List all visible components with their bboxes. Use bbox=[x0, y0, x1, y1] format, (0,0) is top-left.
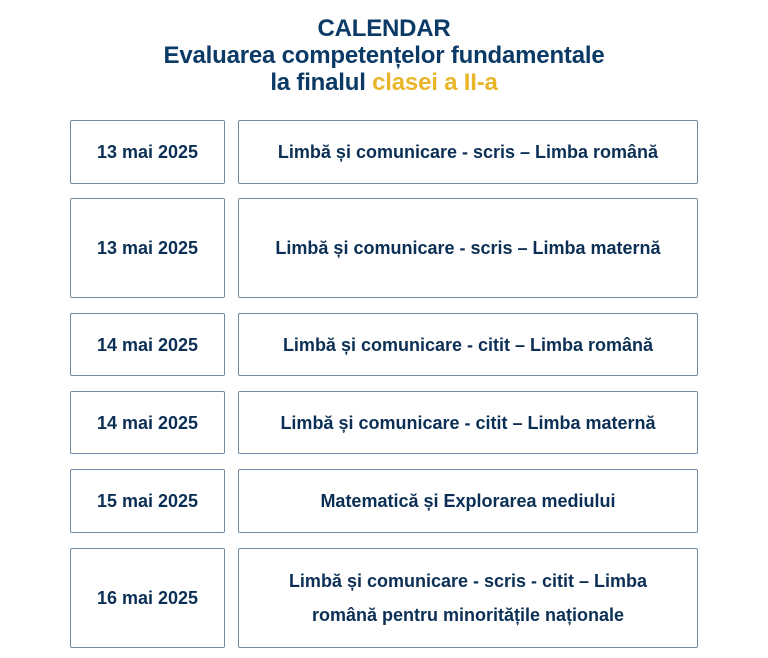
date-cell: 14 mai 2025 bbox=[70, 391, 225, 454]
date-cell: 13 mai 2025 bbox=[70, 198, 225, 298]
calendar-row bbox=[70, 120, 698, 184]
date-cell: 16 mai 2025 bbox=[70, 548, 225, 648]
calendar-title: CALENDAR bbox=[317, 15, 451, 42]
subject-cell: Limbă și comunicare - scris – Limba română bbox=[238, 120, 698, 184]
subtitle-accent: clasei a II-a bbox=[372, 69, 498, 96]
calendar-row bbox=[70, 469, 698, 533]
subject-cell: Limbă și comunicare - citit – Limba română bbox=[238, 313, 698, 376]
calendar-row bbox=[70, 391, 698, 454]
date-cell: 15 mai 2025 bbox=[70, 469, 225, 533]
subtitle-prefix: la finalul bbox=[270, 69, 373, 96]
calendar-row bbox=[70, 548, 698, 648]
calendar-subtitle: Evaluarea competențelor fundamentale bbox=[163, 42, 605, 69]
date-cell: 13 mai 2025 bbox=[70, 120, 225, 184]
calendar-subtitle-line3 bbox=[0, 69, 768, 96]
subject-cell: Limbă și comunicare - scris – Limba maternă bbox=[238, 198, 698, 298]
subject-cell: Matematică și Explorarea mediului bbox=[238, 469, 698, 533]
subject-cell: Limbă și comunicare - scris - citit – Limba română pentru minoritățile naționale bbox=[238, 548, 698, 648]
calendar-header bbox=[0, 15, 768, 96]
subject-cell: Limbă și comunicare - citit – Limba maternă bbox=[238, 391, 698, 454]
calendar-row bbox=[70, 313, 698, 376]
date-cell: 14 mai 2025 bbox=[70, 313, 225, 376]
calendar-row bbox=[70, 198, 698, 298]
